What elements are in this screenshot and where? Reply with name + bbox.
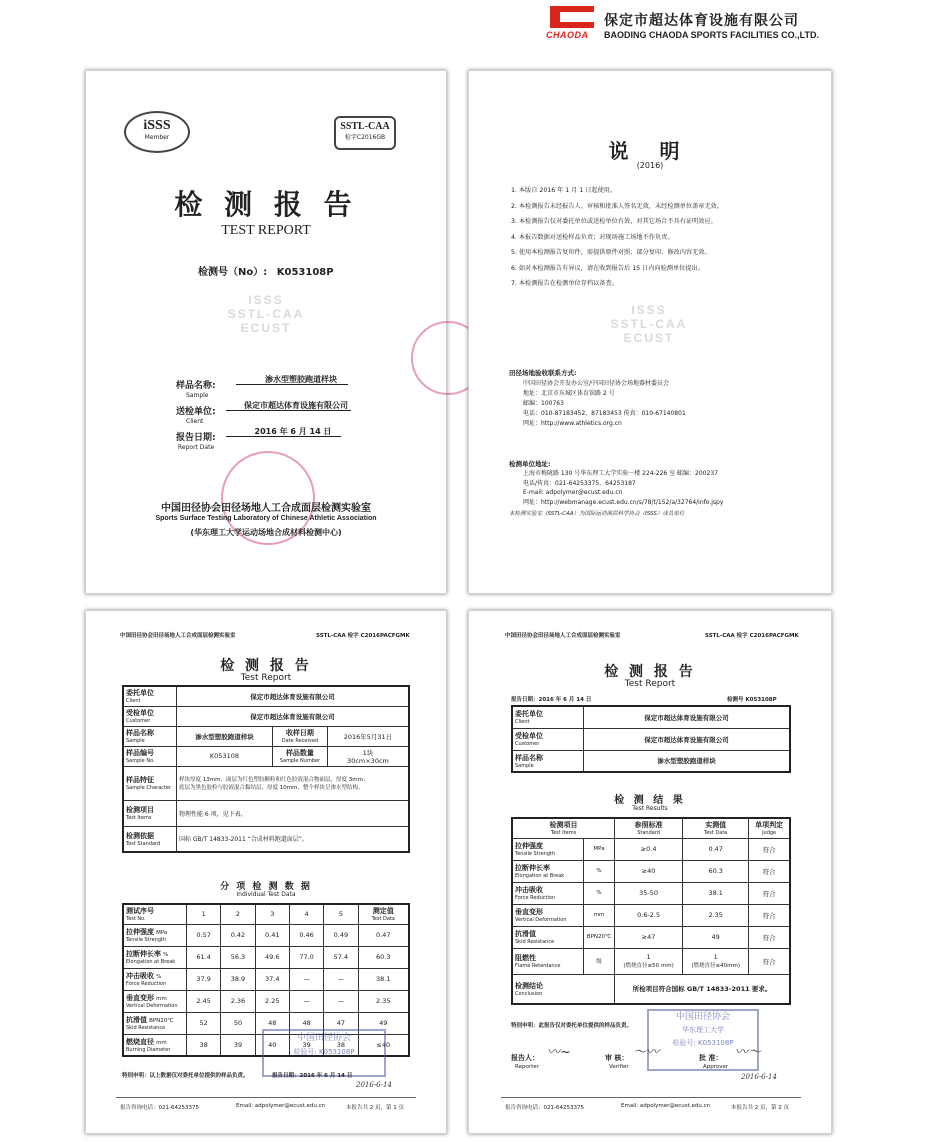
p3-client-label: 委托单位 Client: [123, 686, 177, 706]
p4-col-judge: 单项判定 Judge: [749, 818, 790, 838]
notes-item: 3. 本检测报告仅对委托单位或送检单位有效，对其它场合不具有证明效应。: [511, 218, 717, 225]
watermark-line: ECUST: [623, 331, 675, 345]
cover-report-no: [198, 263, 334, 278]
p3-std-label: 检测依据 Test Standard: [123, 826, 177, 852]
table-row: 垂直变形 Vertical Deformation mm 0.6-2.5 2.35 符合: [512, 904, 790, 926]
p3-col-header: 1: [187, 904, 221, 924]
notes-item: 7. 本检测报告在检测单位存档以备查。: [511, 280, 618, 287]
lab-addr-line: 电话/传真：021-64253375、64253187: [523, 479, 636, 487]
p3-customer-value: 保定市超达体育设施有限公司: [177, 706, 410, 726]
sstl-sub-text: 检字C2016GB: [344, 134, 386, 141]
p3-items-label: 检测项目 Test Items: [123, 800, 177, 826]
p3-info-table: [122, 685, 410, 853]
p3-subtitle-en: Individual Test Data: [236, 891, 296, 898]
lab-addr-title: 检测单位地址:: [509, 460, 551, 468]
p4-footer-right: 本报告共 2 页，第 2 页: [731, 1105, 789, 1111]
p4-date: 报告日期：2016 年 6 月 14 日: [511, 697, 592, 703]
p4-approver-signature: 〰〜: [735, 1045, 762, 1060]
date-value: 2016 年 6 月 14 日: [254, 427, 332, 436]
table-row: 冲击吸收 % Force Reduction 37.9 38.9 37.4 — — 38.1: [123, 968, 409, 990]
p4-footer-left: 报告咨询电话：021-64253375: [505, 1105, 584, 1111]
acceptance-line: 中国田径协会开发办公室/中国田径协会场地器材委员会: [523, 380, 670, 387]
table-row: 阻燃性 Flame Retardance 级 1 (燃烧直径≤50 mm) 1 (燃烧直径≤40mm) 符合: [512, 948, 790, 974]
sample-label: 样品名称:: [176, 381, 216, 391]
acceptance-line: 网址：http://www.athletics.org.cn: [523, 420, 622, 427]
cover-sample-row: [176, 373, 396, 399]
table-row: 燃烧直径 mm Burning Diameter 38 39 40 39 38 ≤40: [123, 1034, 409, 1056]
p4-title-en: Test Report: [624, 679, 676, 689]
table-row: 抗滑值 Skid Resistance BPN20℃ ≥47 49 符合: [512, 926, 790, 948]
date-underline: [226, 436, 341, 437]
p3-header-right: SSTL-CAA 检字 C2016PACFGMK: [316, 633, 410, 639]
p3-client-value: 保定市超达体育设施有限公司: [177, 686, 410, 706]
p3-sampleno-label: 样品编号 Sample No.: [123, 746, 177, 766]
cover-date-row: [176, 425, 396, 451]
p4-header-left: 中国田径协会田径场地人工合成面层检测实验室: [505, 633, 621, 639]
client-label-en: Client: [186, 418, 204, 425]
p4-client-label: 委托单位 Client: [512, 706, 584, 728]
sample-label-en: Sample: [186, 392, 209, 399]
p3-qty-label: 样品数量 Sample Number: [272, 746, 327, 766]
isss-logo-text: iSSS: [143, 118, 171, 133]
p4-note: 特别申明：此报告仅对委托单位提供的样品负责。: [511, 1023, 633, 1029]
p3-qty-value: 1块 30cm×30cm: [327, 746, 409, 766]
p3-recv-label: 收样日期 Date Received: [272, 726, 327, 746]
acceptance-line: 邮编：100763: [523, 400, 564, 407]
p3-std-value: 国标 GB/T 14833-2011 “合成材料跑道面层”。: [177, 826, 410, 852]
p4-approver: 批 准： Approver: [699, 1054, 729, 1070]
client-underline: [226, 410, 351, 411]
report-page-2: [468, 610, 832, 1134]
p4-info-table: [511, 705, 791, 773]
report-no-label: 检测号（No）:: [198, 267, 268, 278]
lab-addr-line: 网址：http://webmanage.ecust.edu.cn/s/78/t/152/a/32764/info.jspy: [523, 498, 724, 506]
p3-sample-value: 渗水型塑胶跑道样块: [177, 726, 273, 746]
p3-recv-value: 2016年5月31日: [327, 726, 409, 746]
p3-report-date: 报告日期：2016 年 6 月 14 日: [272, 1073, 353, 1079]
p3-footer-left: 报告咨询电话：021-64253375: [120, 1105, 199, 1111]
p3-col-header: 3: [255, 904, 289, 924]
p3-blue-stamp: 中国田径协会 检验号: K053108P: [262, 1029, 386, 1077]
p3-footer-right: 本报告共 2 页，第 1 页: [346, 1105, 404, 1111]
p3-title-cn: 检 测 报 告: [220, 658, 312, 674]
sample-underline: [236, 384, 348, 385]
isss-member-text: Member: [144, 134, 170, 141]
p3-sampleno-value: K053108: [177, 746, 273, 766]
watermark-line: SSTL-CAA: [610, 317, 688, 331]
p3-note: 特别申明：以上数据仅对委托单位提供的样品负责。: [122, 1073, 249, 1079]
notes-year: (2016): [636, 161, 664, 170]
table-row: 垂直变形 mm Vertical Deformation 2.45 2.36 2.25 — — 2.35: [123, 990, 409, 1012]
p4-footer-rule: [501, 1097, 801, 1098]
p4-conclusion-value: 所检项目符合国标 GB/T 14833-2011 要求。: [615, 974, 791, 1004]
table-row: 冲击吸收 Force Reduction % 35-50 38.1 符合: [512, 882, 790, 904]
report-no-value: K053108P: [276, 267, 334, 278]
table-row: 拉断伸长率 Elongation at Break % ≥40 60.3 符合: [512, 860, 790, 882]
notes-item: 4. 本报告数据对送检样品负责；对现场施工场地不作负责。: [511, 233, 674, 241]
p4-col-item: 检测项目 Test Items: [512, 818, 615, 838]
acceptance-title: 田径场地验收联系方式:: [509, 369, 577, 377]
sstl-logo: [334, 116, 396, 150]
p4-results-title-cn: 检 测 结 果: [614, 795, 686, 806]
client-label: 送检单位:: [176, 407, 216, 417]
notes-item: 1. 本版自 2016 年 1 月 1 日起使用。: [511, 187, 617, 194]
p4-results-table: [511, 817, 791, 1005]
client-value: 保定市超达体育设施有限公司: [244, 401, 348, 410]
logo-mark: [550, 6, 594, 28]
p3-subtitle-cn: 分 项 检 测 数 据: [220, 882, 312, 892]
watermark-line: ISSS: [248, 293, 284, 307]
lab-addr-lines: [523, 469, 723, 507]
watermark-line: SSTL-CAA: [227, 307, 305, 321]
acceptance-line: 地址：北京市东城区体育馆路 2 号: [523, 390, 615, 397]
cover-title-en: TEST REPORT: [221, 223, 311, 238]
notes-title: 说 明: [608, 139, 692, 163]
p3-footer-mid: Email: adpolymer@ecust.edu.cn: [236, 1103, 326, 1109]
cover-watermark: [196, 293, 336, 335]
p4-client-value: 保定市超达体育设施有限公司: [584, 706, 791, 728]
table-row: 抗滑值 BPN20℃ Skid Resistance 52 50 48 48 47 49: [123, 1012, 409, 1034]
cover-page: [85, 70, 447, 594]
cover-lab-cn: 中国田径协会田径场地人工合成面层检测实验室: [161, 503, 371, 514]
p4-reporter-signature: 〰~: [547, 1045, 571, 1060]
cover-lab-sub: (华东理工大学运动场地合成材料检测中心): [190, 528, 342, 537]
p4-footer-mid: Email: adpolymer@ecust.edu.cn: [621, 1103, 711, 1109]
p4-customer-label: 受检单位 Customer: [512, 728, 584, 750]
p4-test-no: 检测号 K053108P: [727, 697, 777, 703]
p4-col-std: 参照标准 Standard: [615, 818, 683, 838]
p3-col-header: 4: [289, 904, 323, 924]
p4-verifier: 审 核： Verifier: [605, 1054, 629, 1070]
notes-watermark: [579, 303, 719, 345]
notes-footer-line: 本检测实验室（SSTL-CAA）为国际运动面层科学协会（ISSS）成员单位: [509, 511, 685, 517]
sample-value: 渗水型塑胶跑道样块: [265, 375, 337, 384]
p4-title-cn: 检 测 报 告: [604, 664, 696, 680]
company-name-cn: 保定市超达体育设施有限公司: [604, 13, 799, 29]
report-page-1: [85, 610, 447, 1134]
notes-item: 5. 使用本检测报告复印件，需提供原件对照；部分复印、修改内容无效。: [511, 249, 711, 256]
p3-col-header: 5: [324, 904, 358, 924]
p4-conclusion-label: 检测结论 Conclusion: [512, 974, 615, 1004]
lab-addr-line: 上海市梅陇路 130 号华东理工大学实验一楼 224-226 室 邮编：200237: [523, 470, 718, 477]
p3-customer-label: 受检单位 Customer: [123, 706, 177, 726]
p4-results-title-en: Test Results: [632, 805, 668, 812]
p4-sample-value: 渗水型塑胶跑道样块: [584, 750, 791, 772]
p4-customer-value: 保定市超达体育设施有限公司: [584, 728, 791, 750]
p4-blue-stamp: 中国田径协会 华东理工大学 检验号: K053108P: [647, 1009, 759, 1071]
p3-data-header-label: 测试序号 Test No.: [123, 904, 187, 924]
table-row: 拉伸强度 MPa Tensile Strength 0.57 0.42 0.41 0.46 0.49 0.47: [123, 924, 409, 946]
date-label-en: Report Date: [178, 444, 215, 451]
notes-page: [468, 70, 832, 594]
cover-client-row: [176, 399, 396, 425]
p3-stamp-date: 2016-6-14: [356, 1081, 392, 1089]
logo-text: CHAODA: [546, 30, 589, 40]
table-row: 拉伸强度 Tensile Strength MPa ≥0.4 0.47 符合: [512, 838, 790, 860]
p4-col-data: 实测值 Test Data: [683, 818, 749, 838]
notes-list: [511, 183, 811, 292]
company-logo: [546, 6, 602, 42]
p4-sample-label: 样品名称 Sample: [512, 750, 584, 772]
p3-sample-label: 样品名称 Sample: [123, 726, 177, 746]
cover-title-cn: 检 测 报 告: [174, 188, 358, 221]
company-name-en: BAODING CHAODA SPORTS FACILITIES CO.,LTD.: [604, 30, 820, 40]
cover-lab-en: Sports Surface Testing Laboratory of Chinese Athletic Association: [155, 515, 377, 522]
p3-items-value: 物理性能 6 项，见下表。: [177, 800, 410, 826]
notes-item: 2. 本检测报告未经报告人、审核和批准人签名无效，未经检测单位盖章无效。: [511, 202, 724, 210]
p3-footer-rule: [116, 1097, 416, 1098]
acceptance-lines: [523, 379, 686, 429]
isss-logo: [124, 111, 190, 153]
p4-header-right: SSTL-CAA 检字 C2016PACFGMK: [705, 633, 799, 639]
p3-result-header: 测定值 Test Data: [358, 904, 409, 924]
acceptance-line: 电话：010-87183452、87183453 传真：010-67140801: [523, 410, 686, 417]
p4-verifier-signature: 〜〰: [633, 1045, 660, 1060]
date-label: 报告日期:: [176, 433, 216, 443]
p3-char-label: 样品特征 Sample Character: [123, 766, 177, 800]
watermark-line: ISSS: [631, 303, 667, 317]
p3-header-left: 中国田径协会田径场地人工合成面层检测实验室: [120, 633, 236, 639]
notes-item: 6. 如对本检测报告有异议，请在收到报告后 15 日内向检测单位提出。: [511, 264, 704, 272]
watermark-line: ECUST: [240, 321, 292, 335]
lab-addr-line: E-mail: adpolymer@ecust.edu.cn: [523, 489, 623, 496]
p4-stamp-date: 2016-6-14: [741, 1073, 777, 1081]
sstl-logo-text: SSTL-CAA: [340, 121, 390, 132]
p3-title-en: Test Report: [240, 673, 292, 683]
table-row: 拉断伸长率 % Elongation at Break 61.4 56.3 49.6 77.0 57.4 60.3: [123, 946, 409, 968]
p4-reporter: 报告人： Reporter: [511, 1054, 539, 1070]
p3-col-header: 2: [221, 904, 255, 924]
p3-char-value: 样块厚度 13mm，面层为红色塑胶颗粒和红色胶液混合物面层，厚度 3mm； 底层为黑色胶粒与胶液混合黏结层，厚度 10mm，整个样块呈渗水型结构。: [177, 766, 410, 800]
